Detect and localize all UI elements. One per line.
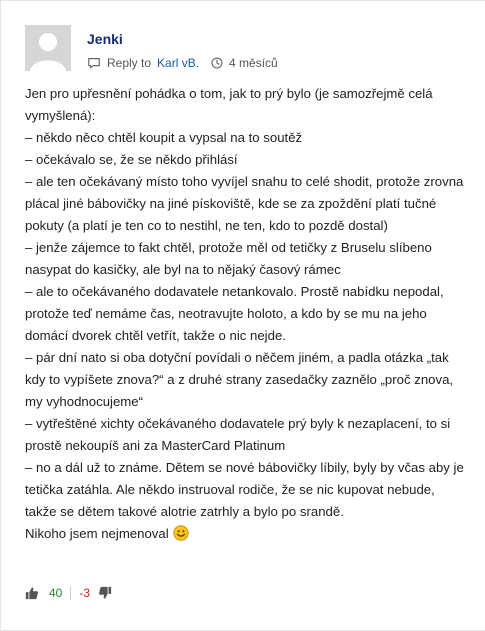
downvote-count: -3 bbox=[79, 586, 91, 600]
comment-line: Nikoho jsem nejmenoval bbox=[25, 526, 169, 541]
thumbs-down-icon bbox=[98, 586, 112, 600]
vote-bar bbox=[25, 586, 112, 600]
thumbs-up-icon bbox=[25, 586, 39, 600]
comment-line: Jen pro upřesnění pohádka o tom, jak to prý bylo (je samozřejmě celá vymyšlená): bbox=[25, 86, 433, 123]
upvote-count: 40 bbox=[49, 586, 63, 600]
avatar[interactable] bbox=[25, 25, 71, 71]
comment-line: – očekávalo se, že se někdo přihlásí bbox=[25, 152, 238, 167]
comment-line: – ale ten očekávaný místo toho vyvíjel snahu to celé shodit, protože zrovna plácal jiné bábovičky na jiné pískoviště, kde se za zpoždění platí tučné pokuty (a platí je ten co to nestihl, ne ten, kdo to pozdě dostal) bbox=[25, 174, 464, 233]
comment-line: – jenže zájemce to fakt chtěl, protože měl od tetičky z Bruselu slíbeno nasypat do kasičky, ale byl na to nějaký časový rámec bbox=[25, 240, 432, 277]
reply-to-label: Reply to bbox=[107, 56, 152, 70]
comment-line: – pár dní nato si oba dotyční povídali o něčem jiném, a padla otázka „tak kdy to vypíšete znova?“ a z druhé strany zasedačky zaznělo „proč znova, my vyhodnocujeme“ bbox=[25, 350, 454, 409]
comment-last-line bbox=[25, 523, 465, 545]
comment-line: – ale to očekávaného dodavatele netankovalo. Prostě nabídku nepodal, protože teď nemáme čas, neotravujte holoto, a kdo by se mu na jeho domácí dvorek chtěl vetřít, takže o nic nejde. bbox=[25, 284, 444, 343]
reply-target-link[interactable]: Karl vB. bbox=[157, 56, 200, 70]
comment-age[interactable]: 4 měsíců bbox=[229, 56, 278, 70]
default-avatar-icon bbox=[25, 25, 71, 71]
vote-divider bbox=[70, 586, 71, 600]
downvote-button[interactable] bbox=[79, 586, 112, 600]
comment-meta bbox=[87, 56, 278, 70]
comment-body bbox=[25, 83, 465, 545]
comment-line: – no a dál už to známe. Dětem se nové bábovičky líbily, byly by včas aby je tetička zatáhla. Ale někdo instruoval rodiče, že se nic kupovat nebude, takže se dětem takové alotrie zatrhly a bylo po srandě. bbox=[25, 460, 464, 519]
smiley-emoji-icon bbox=[173, 525, 189, 541]
clock-icon bbox=[211, 57, 223, 69]
comment-line: – někdo něco chtěl koupit a vypsal na to soutěž bbox=[25, 130, 303, 145]
upvote-button[interactable] bbox=[25, 586, 62, 600]
comment-author[interactable]: Jenki bbox=[87, 31, 123, 47]
reply-icon bbox=[87, 56, 101, 70]
comment-line: – vytřeštěné xichty očekávaného dodavatele prý byly k nezaplacení, to si prostě nekoupíš ani za MasterCard Platinum bbox=[25, 416, 451, 453]
